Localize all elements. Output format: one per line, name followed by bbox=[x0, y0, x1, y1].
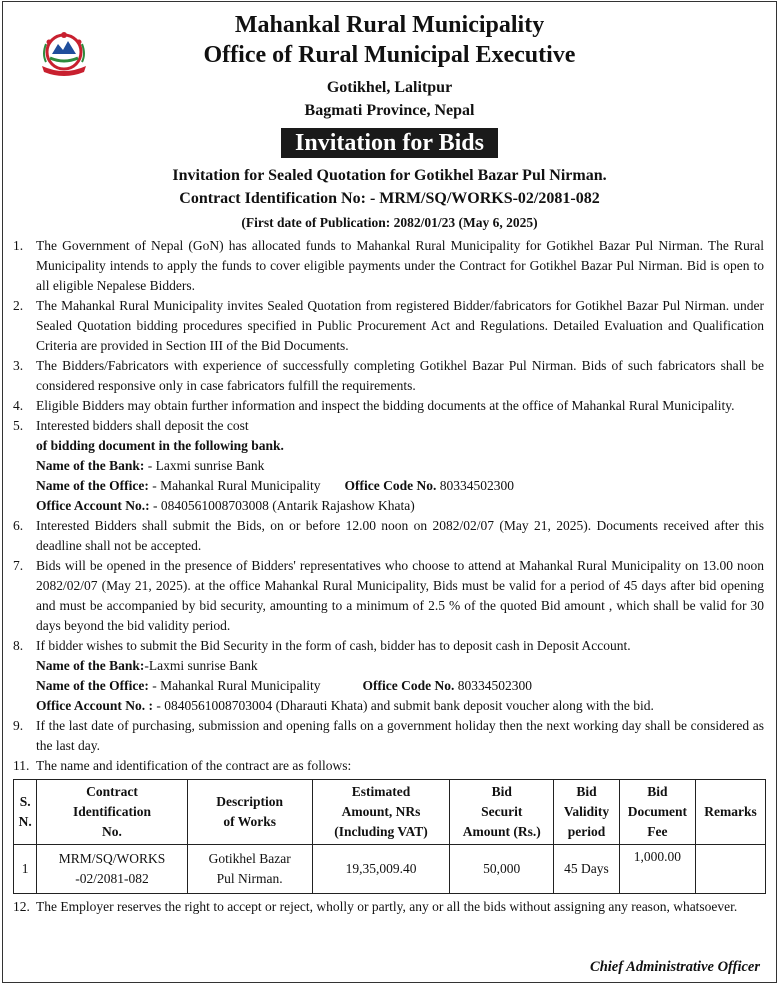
col-document-fee: Bid Document Fee bbox=[619, 780, 695, 845]
notice-title: Invitation for Bids bbox=[281, 128, 498, 158]
bank-name-line: Name of the Bank:-Laxmi sunrise Bank bbox=[36, 658, 258, 673]
list-item: 7. Bids will be opened in the presence of Bidders' representatives who choose to attend at Mahankal Rural Municipality on 13.00 noon 2082/02/07 (May 21, 2025). at the office Mahankal Rural Municipality, Bids must be valid for a period of 45 days after bid opening and must be accompanied by bid security, amounting to a minimum of 2.5 % of the quoted Bid amount , which shall be valid for 30 days beyond the bid validity period. bbox=[13, 558, 764, 633]
contract-id-line: Contract Identification No: - MRM/SQ/WORKS-02/2081-082 bbox=[179, 190, 600, 207]
signatory-title: Chief Administrative Officer bbox=[590, 959, 760, 975]
list-item: 4. Eligible Bidders may obtain further information and inspect the bidding documents at the office of Mahankal Rural Municipality. bbox=[13, 398, 735, 413]
list-item: 5. Interested bidders shall deposit the cost of bidding document in the following bank. Name of the Bank: - Laxmi sunrise Bank Name of the Office: - Mahankal Rural Municipality Office Code No. 80334502300 Office Account No.: - 0840561008703008 (Antarik Rajashow Khata) bbox=[13, 416, 764, 516]
municipality-name: Mahankal Rural Municipality bbox=[234, 12, 545, 38]
notice-subject: Invitation for Sealed Quotation for Gotikhel Bazar Pul Nirman. bbox=[172, 167, 607, 184]
list-item: 9. If the last date of purchasing, submission and opening falls on a government holiday then the next working day shall be considered as the last day. bbox=[13, 718, 764, 753]
col-bid-validity: Bid Validity period bbox=[554, 780, 620, 845]
col-remarks: Remarks bbox=[696, 780, 766, 845]
office-name-line: Name of the Office: - Mahankal Rural Municipality Office Code No. 80334502300 bbox=[36, 478, 515, 493]
bid-conditions-final bbox=[13, 897, 764, 917]
publication-date: (First date of Publication: 2082/01/23 (May 6, 2025) bbox=[241, 215, 538, 230]
list-item: 6. Interested Bidders shall submit the Bids, on or before 12.00 noon on 2082/02/07 (May 21, 2025). Documents received after this deadline shall not be accepted. bbox=[13, 518, 764, 553]
letterhead bbox=[3, 2, 776, 122]
office-name: Office of Rural Municipal Executive bbox=[203, 42, 576, 68]
list-item: 12. The Employer reserves the right to accept or reject, wholly or partly, any or all the bids without assigning any reason, whatsoever. bbox=[13, 899, 738, 914]
contract-table bbox=[13, 779, 766, 894]
bank-name-line: Name of the Bank: - Laxmi sunrise Bank bbox=[36, 458, 265, 473]
list-item: 1. The Government of Nepal (GoN) has allocated funds to Mahankal Rural Municipality for Gotikhel Bazar Pul Nirman. The Rural Municipality intends to apply the funds to cover eligible payments under the Contract for Gotikhel Bazar Pul Nirman. Bid is open to all eligible Nepalese Bidders. bbox=[13, 238, 764, 293]
office-account-line: Office Account No.: - 0840561008703008 (Antarik Rajashow Khata) bbox=[36, 498, 415, 513]
col-estimated-amount: Estimated Amount, NRs (Including VAT) bbox=[312, 780, 450, 845]
col-sn: S. N. bbox=[14, 780, 37, 845]
list-item: 8. If bidder wishes to submit the Bid Security in the form of cash, bidder has to deposit cash in Deposit Account. Name of the Bank:-Laxmi sunrise Bank Name of the Office: - Mahankal Rural Municipality Office Code No. 80334502300 Office Account No. : - 0840561008703004 (Dharauti Khata) and submit bank deposit voucher along with the bid. bbox=[13, 636, 764, 716]
list-item: 3. The Bidders/Fabricators with experience of successfully completing Gotikhel Bazar Pul Nirman. Bids of such fabricators shall be considered responsive only in case fabricators fulfill the requirements. bbox=[13, 358, 764, 393]
office-account-line: Office Account No. : - 0840561008703004 (Dharauti Khata) and submit bank deposit voucher along with the bid. bbox=[36, 698, 654, 713]
office-name-line: Name of the Office: - Mahankal Rural Municipality Office Code No. 80334502300 bbox=[36, 678, 533, 693]
list-item: 11. The name and identification of the contract are as follows: bbox=[13, 758, 352, 773]
col-bid-security: Bid Securit Amount (Rs.) bbox=[450, 780, 554, 845]
table-header-row bbox=[14, 780, 766, 845]
office-location: Gotikhel, Lalitpur bbox=[326, 79, 453, 96]
office-province: Bagmati Province, Nepal bbox=[304, 102, 475, 119]
bid-conditions-list bbox=[13, 236, 764, 776]
col-contract-id: Contract Identification No. bbox=[37, 780, 187, 845]
list-item: 2. The Mahankal Rural Municipality invites Sealed Quotation from registered Bidder/fabricators for Gotikhel Bazar Pul Nirman. under Sealed Quotation bidding procedures specified in Public Procurement Act and Regulations. Detailed Evaluation and Qualification Criteria are provided in Section III of the Bid Documents. bbox=[13, 298, 764, 353]
nepal-emblem-icon bbox=[36, 26, 92, 78]
col-description: Description of Works bbox=[187, 780, 312, 845]
table-row: 1 MRM/SQ/WORKS -02/2081-082 Gotikhel Bazar Pul Nirman. 19,35,009.40 50,000 45 Days 1,000.00 bbox=[14, 845, 766, 894]
notice-page bbox=[2, 1, 777, 983]
